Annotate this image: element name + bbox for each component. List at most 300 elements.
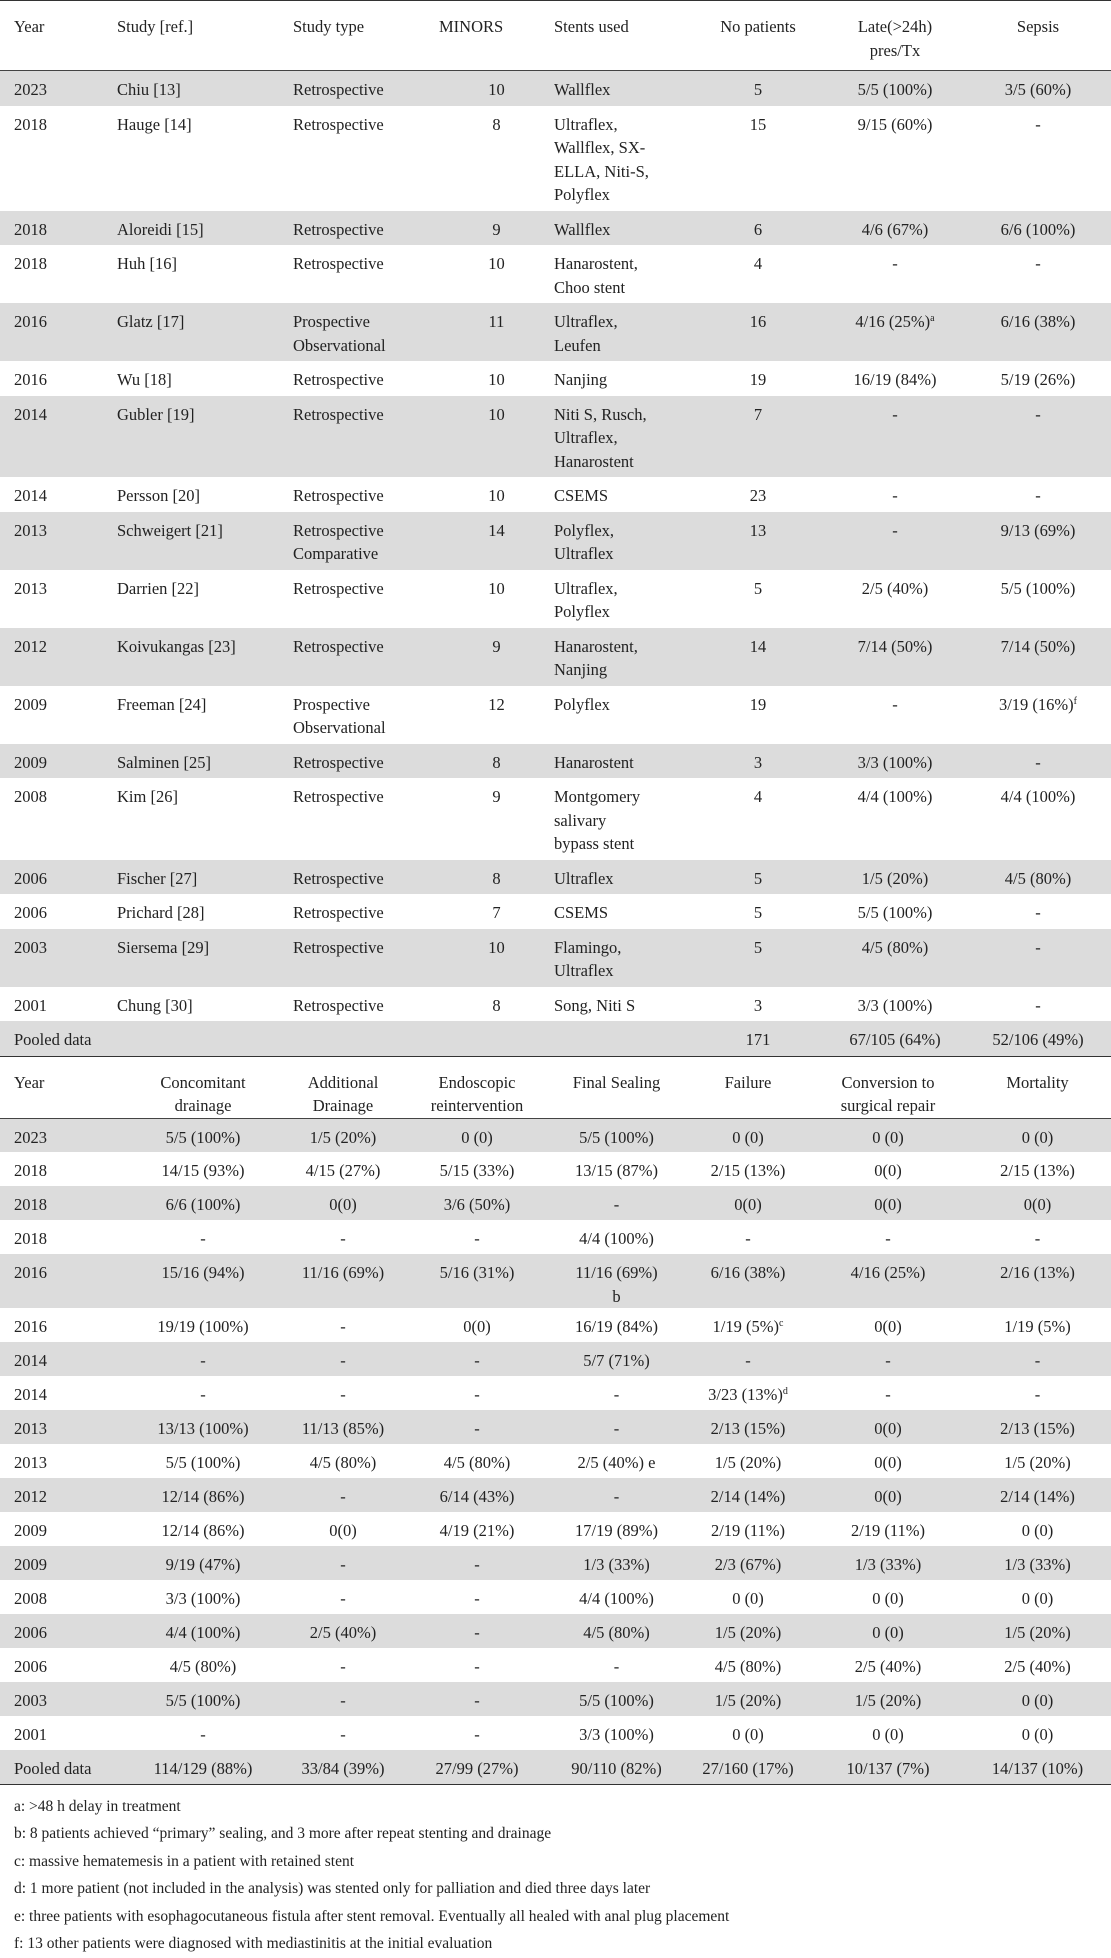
mortality-value: - [1034, 1229, 1041, 1248]
study-type-cell-line: Retrospective [293, 787, 384, 806]
year-cell: 2014 [0, 396, 117, 478]
mortality-value: 1/5 (20%) [1004, 1623, 1071, 1642]
drainage-cell [125, 1648, 281, 1682]
year-cell: 2014 [0, 1342, 125, 1376]
pooled-additional: 33/84 (39%) [281, 1750, 405, 1784]
sepsis-value: 7/14 (50%) [1000, 636, 1076, 656]
mortality-value: 0 (0) [1021, 1589, 1054, 1608]
sepsis-value: - [1035, 486, 1041, 505]
sepsis-value: - [1035, 937, 1041, 957]
patients-cell: 5 [691, 929, 825, 987]
year-cell: 2013 [14, 1453, 47, 1472]
minors-cell: 11 [439, 303, 554, 361]
sepsis-cell [965, 245, 1111, 303]
drainage-cell [125, 1118, 281, 1152]
header-endoscopic-reintervention [405, 1057, 549, 1119]
additional-value: - [340, 1317, 346, 1336]
conversion-value: 0 (0) [872, 1623, 904, 1642]
reintervention-cell [405, 1648, 549, 1682]
failure-cell [684, 1648, 812, 1682]
stents-cell [554, 245, 691, 303]
sealing-value: - [613, 1419, 620, 1438]
stents-cell-line: Ultraflex [554, 544, 614, 563]
mortality-cell [964, 1478, 1111, 1512]
mortality-cell [964, 1220, 1111, 1254]
additional-cell [281, 1220, 405, 1254]
stents-cell-line: bypass stent [554, 834, 635, 853]
patients-cell: 14 [691, 628, 825, 686]
stents-cell [554, 477, 691, 512]
year-cell: 2018 [14, 114, 47, 134]
minors-cell: 8 [492, 114, 501, 134]
patients-cell: 4 [753, 254, 763, 273]
reintervention-value: - [474, 1725, 480, 1744]
header-late-line1: Late(>24h) [857, 17, 933, 36]
study-row [0, 361, 1111, 396]
additional-cell [281, 1546, 405, 1580]
failure-value: 0 (0) [732, 1127, 764, 1147]
header-concomitant-line1: Concomitant [160, 1072, 246, 1092]
late-value: - [892, 486, 898, 505]
sepsis-value: 5/5 (100%) [1000, 578, 1076, 598]
footnote-mark: d [782, 1386, 788, 1397]
sepsis-cell [965, 396, 1111, 478]
failure-value: 3/23 (13%) [708, 1385, 783, 1404]
drainage-cell [125, 1580, 281, 1614]
study-type-cell-line: Retrospective [293, 254, 384, 273]
additional-cell [281, 1308, 405, 1342]
conversion-cell [812, 1580, 964, 1614]
study-type-cell [293, 361, 439, 396]
sepsis-cell [965, 778, 1111, 860]
late-cell [825, 894, 965, 929]
reintervention-value: - [474, 1555, 480, 1574]
sepsis-value: - [1035, 752, 1041, 772]
stents-cell-line: Hanarostent, [554, 254, 638, 273]
minors-cell: 10 [488, 578, 505, 598]
additional-cell [281, 1716, 405, 1750]
sealing-value: - [613, 1195, 620, 1214]
year-cell: 2013 [0, 512, 117, 570]
sepsis-cell [965, 894, 1111, 929]
drainage-cell [125, 1410, 281, 1444]
failure-value: - [745, 1351, 751, 1370]
reintervention-value: 5/16 (31%) [439, 1263, 515, 1282]
conversion-cell [812, 1478, 964, 1512]
sepsis-cell [965, 570, 1111, 628]
outcome-row [0, 1186, 1111, 1220]
sepsis-cell [965, 929, 1111, 987]
sepsis-cell [965, 512, 1111, 570]
header-study-type: Study type [293, 1, 439, 71]
late-value: - [892, 520, 898, 540]
header-additional-line1: Additional [307, 1072, 379, 1092]
minors-cell: 9 [439, 628, 554, 686]
reintervention-value: 6/14 (43%) [439, 1487, 515, 1506]
outcome-row [0, 1648, 1111, 1682]
study-type-cell [293, 570, 439, 628]
mortality-cell [964, 1342, 1111, 1376]
sealing-cell [549, 1444, 684, 1478]
conversion-value: 2/5 (40%) [854, 1657, 922, 1676]
outcome-row [0, 1444, 1111, 1478]
sepsis-value: - [1035, 254, 1041, 273]
mortality-cell [964, 1580, 1111, 1614]
stents-cell-line: Flamingo, [554, 937, 622, 957]
failure-value: 2/13 (15%) [710, 1419, 786, 1438]
outcome-row [0, 1342, 1111, 1376]
patients-cell: 23 [749, 486, 767, 505]
header-late [825, 1, 965, 71]
footnote: f: 13 other patients were diagnosed with mediastinitis at the initial evaluation [14, 1935, 493, 1952]
stents-cell [554, 744, 691, 779]
sealing-cell [549, 1478, 684, 1512]
stents-cell-line: Nanjing [554, 660, 608, 679]
minors-cell: 7 [492, 903, 501, 922]
year-cell: 2006 [0, 860, 117, 895]
stents-cell [554, 106, 691, 211]
sealing-cell [549, 1614, 684, 1648]
study-row [0, 396, 1111, 478]
mortality-cell [964, 1308, 1111, 1342]
drainage-value: - [200, 1725, 206, 1744]
additional-value: - [340, 1589, 346, 1608]
mortality-value: 0 (0) [1021, 1127, 1054, 1147]
sealing-cell [549, 1546, 684, 1580]
failure-value: 1/5 (20%) [714, 1453, 782, 1472]
study-cell: Glatz [17] [117, 303, 293, 361]
reintervention-value: - [474, 1623, 480, 1642]
late-value: 16/19 (84%) [853, 370, 937, 389]
pooled-failure: 27/160 (17%) [684, 1750, 812, 1784]
study-row [0, 860, 1111, 895]
additional-cell [281, 1444, 405, 1478]
patients-cell: 4 [753, 787, 763, 806]
conversion-cell [812, 1152, 964, 1186]
header-stents: Stents used [554, 1, 691, 71]
mortality-cell [964, 1512, 1111, 1546]
header-concomitant-drainage [125, 1057, 281, 1119]
sealing-cell [549, 1648, 684, 1682]
failure-cell [684, 1716, 812, 1750]
sealing-value: 11/16 (69%) [575, 1263, 658, 1282]
late-value: 5/5 (100%) [857, 80, 933, 99]
late-value: 3/3 (100%) [857, 752, 933, 772]
sepsis-value: - [1035, 404, 1041, 424]
late-cell [825, 686, 965, 744]
reintervention-value: - [474, 1657, 480, 1676]
stents-cell-line: Ultraflex, [554, 114, 618, 134]
drainage-cell [125, 1308, 281, 1342]
mortality-value: 1/5 (20%) [1004, 1453, 1071, 1472]
drainage-cell [125, 1478, 281, 1512]
reintervention-value: 0(0) [463, 1317, 491, 1336]
stents-cell-line: Hanarostent [554, 451, 634, 471]
failure-cell [684, 1682, 812, 1716]
study-cell: Siersema [29] [117, 929, 293, 987]
stents-cell-line: Ultraflex, [554, 312, 618, 331]
year-cell: 2006 [14, 1657, 47, 1676]
year-cell: 2009 [14, 1521, 47, 1540]
study-type-cell-line: Retrospective [293, 219, 384, 239]
late-cell [825, 744, 965, 779]
reintervention-value: - [474, 1589, 480, 1608]
failure-value: 2/15 (13%) [710, 1161, 786, 1180]
conversion-cell [812, 1308, 964, 1342]
failure-cell [684, 1186, 812, 1220]
drainage-value: 12/14 (86%) [161, 1521, 245, 1540]
failure-cell [684, 1478, 812, 1512]
footnote-mark: f [1073, 695, 1078, 707]
failure-value: 1/5 (20%) [714, 1623, 782, 1642]
sealing-value: - [613, 1657, 620, 1676]
header-study: Study [ref.] [117, 1, 293, 71]
study-cell: Darrien [22] [117, 578, 200, 598]
study-cell: Gubler [19] [117, 396, 293, 478]
late-value: 5/5 (100%) [857, 903, 933, 922]
late-value: 4/16 (25%) [855, 312, 931, 331]
mortality-value: 0 (0) [1021, 1521, 1054, 1540]
stents-cell [554, 570, 691, 628]
drainage-cell [125, 1444, 281, 1478]
patients-cell: 15 [749, 114, 767, 134]
stents-cell-line: Polyflex [554, 694, 610, 714]
failure-cell [684, 1376, 812, 1410]
sepsis-value: 3/5 (60%) [1004, 80, 1072, 99]
stents-cell-line: CSEMS [554, 486, 609, 505]
additional-value: - [340, 1691, 346, 1710]
conversion-value: - [885, 1351, 891, 1370]
year-cell: 2013 [14, 578, 47, 598]
drainage-value: - [200, 1229, 206, 1248]
failure-cell [684, 1220, 812, 1254]
sepsis-value: - [1035, 995, 1041, 1015]
outcome-row [0, 1118, 1111, 1152]
study-row [0, 245, 1111, 303]
additional-value: 11/13 (85%) [301, 1419, 385, 1438]
conversion-cell [812, 1546, 964, 1580]
patients-cell: 3 [753, 995, 763, 1015]
patients-cell: 5 [691, 860, 825, 895]
year-cell: 2018 [14, 1229, 47, 1248]
additional-value: - [340, 1487, 346, 1506]
late-cell [825, 211, 965, 246]
additional-value: 0(0) [329, 1521, 357, 1540]
pooled-patients: 171 [691, 1021, 825, 1056]
study-type-cell [293, 628, 439, 686]
late-value: 4/6 (67%) [861, 219, 929, 239]
minors-cell: 10 [439, 71, 554, 106]
drainage-value: 4/5 (80%) [169, 1657, 237, 1676]
sealing-value: 5/5 (100%) [579, 1691, 654, 1710]
additional-cell [281, 1682, 405, 1716]
study-type-cell [293, 860, 439, 895]
late-cell [825, 929, 965, 987]
outcome-row [0, 1716, 1111, 1750]
sealing-value: 5/7 (71%) [583, 1351, 650, 1370]
reintervention-cell [405, 1342, 549, 1376]
late-value: 2/5 (40%) [861, 578, 929, 598]
sealing-cell [549, 1410, 684, 1444]
drainage-value: 5/5 (100%) [165, 1127, 241, 1147]
mortality-cell [964, 1376, 1111, 1410]
footnote: a: >48 h delay in treatment [14, 1797, 181, 1815]
stents-cell [554, 512, 691, 570]
additional-cell [281, 1512, 405, 1546]
drainage-value: - [200, 1385, 206, 1404]
sepsis-value: 4/5 (80%) [1004, 868, 1072, 888]
drainage-cell [125, 1342, 281, 1376]
conversion-value: 0 (0) [872, 1127, 904, 1147]
stents-cell-line: Niti S, Rusch, [554, 404, 647, 424]
study-row [0, 628, 1111, 686]
minors-cell: 14 [439, 512, 554, 570]
pooled-mortality: 14/137 (10%) [964, 1750, 1111, 1784]
sepsis-value: - [1035, 903, 1041, 922]
study-type-cell-line: Retrospective [293, 80, 384, 99]
sepsis-cell [965, 686, 1111, 744]
additional-value: - [340, 1351, 346, 1370]
reintervention-cell [405, 1186, 549, 1220]
patients-cell: 5 [753, 903, 763, 922]
failure-cell [684, 1444, 812, 1478]
outcome-row [0, 1682, 1111, 1716]
reintervention-cell [405, 1512, 549, 1546]
study-type-cell [293, 929, 439, 987]
sepsis-cell [965, 361, 1111, 396]
additional-value: 11/16 (69%) [301, 1263, 385, 1282]
study-type-cell-line: Retrospective [293, 903, 384, 922]
conversion-cell [812, 1444, 964, 1478]
additional-value: - [340, 1725, 346, 1744]
minors-cell: 10 [439, 396, 554, 478]
sepsis-value: 5/19 (26%) [1000, 370, 1076, 389]
reintervention-cell [405, 1614, 549, 1648]
sealing-value: 4/4 (100%) [579, 1589, 654, 1608]
sepsis-cell [965, 860, 1111, 895]
stents-cell [554, 860, 691, 895]
footnote: d: 1 more patient (not included in the analysis) was stented only for palliation and died three days later [14, 1880, 651, 1897]
sealing-cell [549, 1254, 684, 1308]
reintervention-cell [405, 1152, 549, 1186]
study-type-cell-line: Retrospective [293, 370, 384, 389]
stents-cell-line: Hanarostent [554, 752, 634, 772]
patients-cell: 7 [691, 396, 825, 478]
sealing-value: 1/3 (33%) [583, 1555, 650, 1574]
stents-cell-line: Song, Niti S [554, 995, 636, 1015]
late-value: 7/14 (50%) [857, 636, 933, 656]
stents-cell [554, 71, 691, 106]
mortality-cell [964, 1186, 1111, 1220]
stents-cell-line: Hanarostent, [554, 636, 638, 656]
additional-value: 4/5 (80%) [309, 1453, 377, 1472]
footnote-mark: c [779, 1318, 784, 1329]
drainage-cell [125, 1682, 281, 1716]
mortality-cell [964, 1648, 1111, 1682]
reintervention-cell [405, 1546, 549, 1580]
study-type-cell [293, 71, 439, 106]
mortality-value: 2/13 (15%) [1000, 1419, 1075, 1438]
conversion-value: 0(0) [874, 1195, 902, 1214]
failure-cell [684, 1614, 812, 1648]
mortality-cell [964, 1410, 1111, 1444]
study-type-cell-line: Retrospective [293, 486, 384, 505]
patients-cell: 19 [749, 370, 767, 389]
sepsis-cell [965, 477, 1111, 512]
study-type-cell-line: Retrospective [293, 937, 384, 957]
reintervention-value: 0 (0) [461, 1127, 493, 1147]
mortality-cell [964, 1152, 1111, 1186]
failure-cell [684, 1254, 812, 1308]
conversion-value: 0(0) [874, 1317, 902, 1336]
late-value: 4/4 (100%) [857, 787, 933, 806]
minors-cell: 8 [492, 995, 501, 1015]
conversion-cell [812, 1186, 964, 1220]
drainage-value: - [200, 1351, 206, 1370]
stents-cell-line: Choo stent [554, 277, 626, 297]
study-type-cell [293, 987, 439, 1022]
stents-cell [554, 778, 691, 860]
sealing-value: - [613, 1385, 620, 1404]
pooled-reintervention: 27/99 (27%) [405, 1750, 549, 1784]
outcome-row [0, 1220, 1111, 1254]
study-type-cell [293, 303, 439, 361]
mortality-value: - [1034, 1351, 1041, 1370]
sealing-cell [549, 1118, 684, 1152]
additional-cell [281, 1152, 405, 1186]
conversion-cell [812, 1614, 964, 1648]
late-cell [825, 106, 965, 211]
sealing-value: 16/19 (84%) [575, 1317, 658, 1336]
additional-cell [281, 1614, 405, 1648]
year-cell: 2023 [0, 1118, 125, 1152]
stents-cell [554, 211, 691, 246]
drainage-value: 14/15 (93%) [161, 1161, 245, 1180]
reintervention-cell [405, 1220, 549, 1254]
drainage-cell [125, 1376, 281, 1410]
study-type-cell [293, 686, 439, 744]
patients-cell: 3 [691, 744, 825, 779]
conversion-value: 0 (0) [872, 1725, 904, 1744]
study-cell: Chiu [13] [117, 71, 293, 106]
conversion-value: 0(0) [874, 1453, 902, 1472]
late-cell [825, 477, 965, 512]
study-cell: Salminen [25] [117, 744, 293, 779]
conversion-cell [812, 1342, 964, 1376]
reintervention-value: - [474, 1229, 480, 1248]
sepsis-value: 4/4 (100%) [1000, 787, 1076, 806]
additional-value: 4/15 (27%) [305, 1161, 381, 1180]
year-cell: 2012 [0, 628, 117, 686]
failure-cell [684, 1152, 812, 1186]
header-additional-drainage [281, 1057, 405, 1119]
year-cell: 2001 [14, 1725, 47, 1744]
sepsis-value: 6/6 (100%) [1000, 219, 1076, 239]
sepsis-value: 9/13 (69%) [1000, 520, 1076, 540]
outcome-row [0, 1478, 1111, 1512]
drainage-value: 12/14 (86%) [161, 1487, 245, 1506]
patients-cell: 5 [753, 578, 763, 598]
outcome-row [0, 1254, 1111, 1308]
stents-cell-line: CSEMS [554, 903, 609, 922]
sealing-value: 2/5 (40%) e [577, 1453, 656, 1472]
late-value: 3/3 (100%) [857, 995, 933, 1015]
year-cell: 2016 [0, 1254, 125, 1308]
mortality-value: 1/3 (33%) [1004, 1555, 1071, 1574]
outcome-row [0, 1410, 1111, 1444]
sepsis-cell [965, 303, 1111, 361]
reintervention-cell [405, 1410, 549, 1444]
